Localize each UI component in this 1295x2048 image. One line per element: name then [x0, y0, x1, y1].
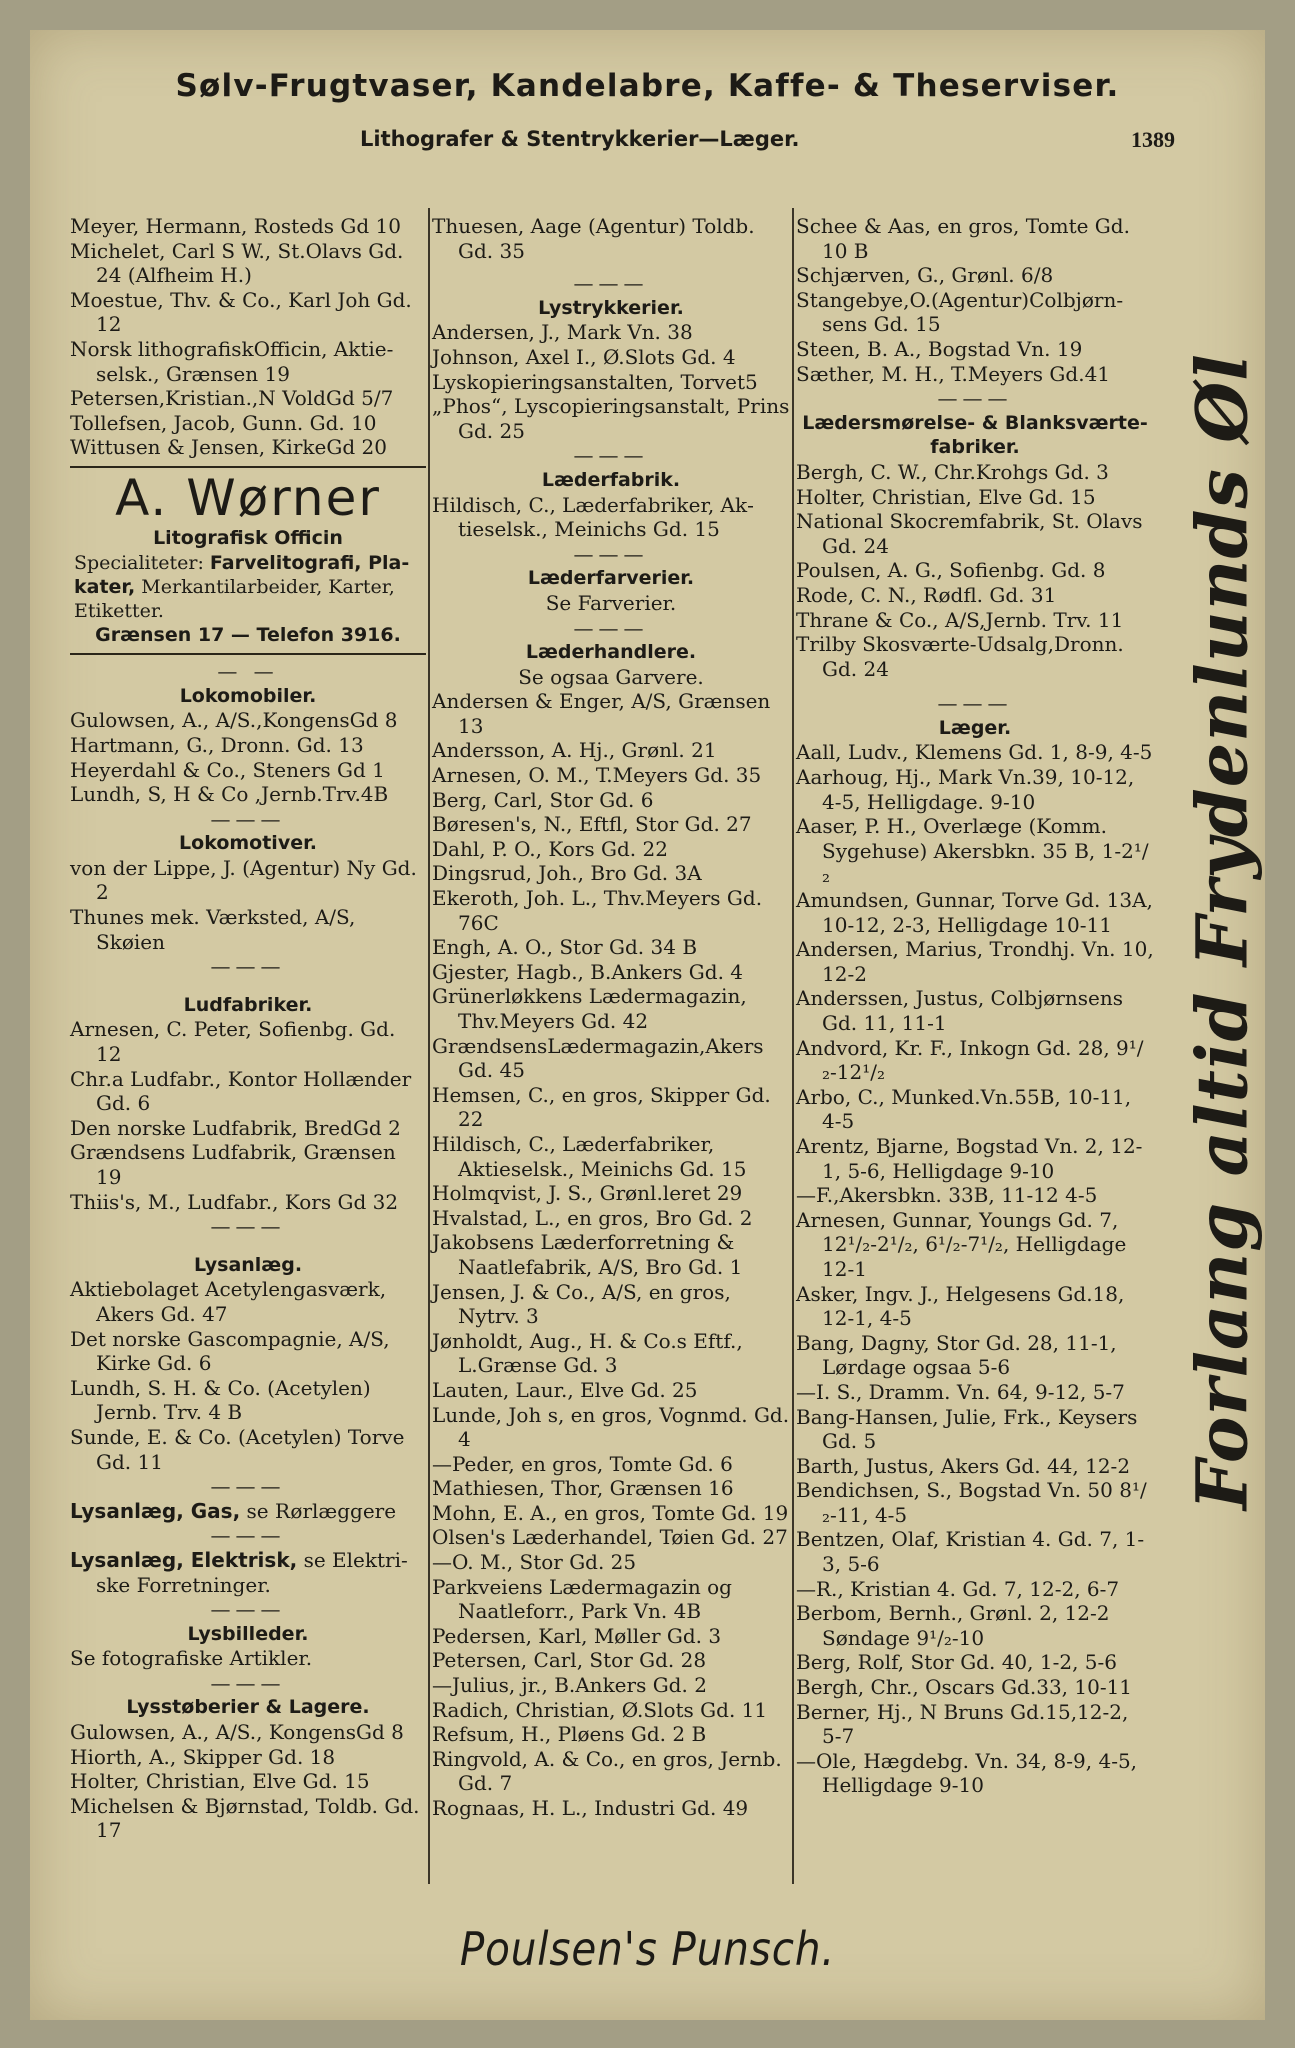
list-item: Andersen & Enger, A/S, Grænsen 13 [432, 689, 771, 738]
list-item: Wittusen & Jensen, KirkeGd 20 [70, 435, 387, 460]
list-item: Hildisch, C., Læderfabriker, Aktieselsk., Meinichs Gd. 15 [432, 1131, 747, 1181]
section-heading: Lysstøberier & Lagere. [126, 1696, 370, 1719]
list-item: Olsen's Læderhandel, Tøien Gd. 27 [432, 1525, 788, 1550]
list-item: Arnesen, O. M., T.Meyers Gd. 35 [432, 763, 762, 788]
entry-list [432, 214, 790, 263]
list-item: Hvalstad, L., en gros, Bro Gd. 2 [432, 1205, 753, 1230]
separator: ——— [210, 1474, 286, 1499]
list-item: Dingsrud, Joh., Bro Gd. 3A [432, 861, 702, 886]
list-item: Berg, Rolf, Stor Gd. 40, 1-2, 5-6 [796, 1650, 1117, 1675]
side-advert: Forlang altid Frydenlunds Øl [1180, 353, 1264, 1510]
list-item: Thunes mek. Værksted, A/S, Skøien [70, 905, 356, 954]
entry-list [70, 214, 426, 460]
list-item: Schee & Aas, en gros, Tomte Gd. 10 B [796, 214, 1130, 263]
list-item: Aktiebolaget Acetylengasværk, Akers Gd. 47 [70, 1277, 387, 1326]
list-item: Johnson, Axel I., Ø.Slots Gd. 4 [432, 344, 736, 369]
separator: ——— [937, 691, 1013, 716]
list-item: Bang, Dagny, Stor Gd. 28, 11-1, Lørdage ogsaa 5-6 [796, 1330, 1117, 1380]
page-number: 1389 [1131, 127, 1175, 152]
section-heading: Lokomobiler. [179, 684, 317, 707]
advert-spec-label: Specialiteter: [74, 551, 204, 574]
advert-subtitle: Litografisk Officin [153, 526, 343, 549]
entry-list [432, 493, 790, 542]
list-item: Pedersen, Karl, Møller Gd. 3 [432, 1623, 722, 1648]
list-item: Hiorth, A., Skipper Gd. 18 [70, 1744, 336, 1769]
list-item: Mohn, E. A., en gros, Tomte Gd. 19 [432, 1500, 789, 1525]
list-item: —O. M., Stor Gd. 25 [432, 1550, 637, 1575]
list-item: —Ole, Hægdebg. Vn. 34, 8-9, 4-5, Helligdage 9-10 [796, 1748, 1138, 1798]
list-item: Barth, Justus, Akers Gd. 44, 12-2 [796, 1453, 1131, 1478]
list-item: Andersen, J., Mark Vn. 38 [432, 320, 693, 345]
list-item: Thiis's, M., Ludfabr., Kors Gd 32 [70, 1189, 399, 1214]
list-item: Michelsen & Bjørnstad, Toldb. Gd. 17 [70, 1793, 420, 1843]
list-item: National Skocremfabrik, St. Olavs Gd. 24 [796, 509, 1143, 558]
advert-spec-bold: Farvelitografi, Plakater, [74, 551, 410, 598]
list-item: Holmqvist, J. S., Grønl.leret 29 [432, 1181, 743, 1206]
section-heading: Læderhandlere. [525, 641, 697, 664]
list-item: —F.,Akersbkn. 33B, 11-12 4-5 [796, 1183, 1098, 1208]
entry-list [70, 708, 426, 806]
list-item: Arnesen, C. Peter, Sofienbg. Gd. 12 [70, 1017, 396, 1067]
list-item: Andersson, A. Hj., Grønl. 21 [432, 738, 717, 763]
list-item: Lunde, Joh s, en gros, Vognmd. Gd. 4 [432, 1402, 790, 1452]
list-item: Lundh, S, H & Co ,Jernb.Trv.4B [70, 782, 389, 807]
section-heading: Ludfabriker. [183, 993, 313, 1016]
list-item: —R., Kristian 4. Gd. 7, 12-2, 6-7 [796, 1576, 1120, 1601]
list-item: Moestue, Thv. & Co., Karl Joh Gd. 12 [70, 287, 412, 337]
list-item: Chr.a Ludfabr., Kontor Hollænder Gd. 6 [70, 1066, 412, 1116]
list-item: Mathiesen, Thor, Grænsen 16 [432, 1476, 734, 1501]
list-item: Gulowsen, A., A/S., KongensGd 8 [70, 1720, 404, 1745]
list-item: Berner, Hj., N Bruns Gd.15,12-2, 5-7 [796, 1699, 1129, 1749]
list-item: Heyerdahl & Co., Steners Gd 1 [70, 757, 385, 782]
cross-reference-text: se Elektriske Forretninger. [96, 1547, 408, 1597]
column-2 [432, 214, 790, 1821]
list-item: Rode, C. N., Rødfl. Gd. 31 [796, 582, 1057, 607]
list-item: —I. S., Dramm. Vn. 64, 9-12, 5-7 [796, 1379, 1125, 1404]
advert-contact: Grænsen 17 — Telefon 3916. [95, 623, 401, 646]
list-item: Bergh, C. W., Chr.Krohgs Gd. 3 [796, 459, 1109, 484]
list-item: Lyskopieringsanstalten, Torvet5 [432, 369, 758, 394]
list-item: Sæther, M. H., T.Meyers Gd.41 [796, 361, 1111, 386]
entry-list [70, 1277, 426, 1474]
entry-list [796, 740, 1154, 1798]
section-heading: Lædersmørelse- & Blanksværtefabriker. [802, 411, 1148, 459]
advert-name: A. Wørner [115, 468, 381, 527]
separator: ——— [573, 541, 649, 566]
bottom-advert: Poulsen's Punsch. [459, 1922, 836, 1976]
cross-reference-text: se Rørlæggere [246, 1498, 397, 1523]
list-item: Amundsen, Gunnar, Torve Gd. 13A, 10-12, 2-3, Helligdage 10-11 [796, 888, 1153, 937]
list-item: GrændsensLædermagazin,Akers Gd. 45 [432, 1033, 764, 1083]
list-item: Schjærven, G., Grønl. 6/8 [796, 263, 1054, 288]
entry-list [70, 1720, 426, 1843]
list-item: Norsk lithografiskOfficin, Aktieselsk., Grænsen 19 [70, 336, 394, 386]
list-item: Bergh, Chr., Oscars Gd.33, 10-11 [796, 1675, 1133, 1700]
list-item: Hemsen, C., en gros, Skipper Gd. 22 [432, 1082, 771, 1132]
advert-specialties [74, 551, 422, 623]
list-item: Thrane & Co., A/S,Jernb. Trv. 11 [796, 607, 1124, 632]
section-heading: Lokomotiver. [179, 832, 317, 855]
list-item: Ekeroth, Joh. L., Thv.Meyers Gd. 76C [432, 886, 763, 935]
running-head: Lithografer & Stentrykkerier—Læger. [360, 127, 800, 151]
list-item: „Phos“, Lyscopieringsanstalt, Prins Gd. 25 [432, 394, 790, 443]
separator: ——— [573, 271, 649, 296]
list-item: Stangebye,O.(Agentur)Colbjørnsens Gd. 15 [796, 287, 1124, 337]
list-item: Bendichsen, S., Bogstad Vn. 50 8¹/₂-11, 4-5 [796, 1478, 1147, 1527]
list-item: Engh, A. O., Stor Gd. 34 B [432, 935, 698, 960]
list-item: Aall, Ludv., Klemens Gd. 1, 8-9, 4-5 [796, 740, 1153, 765]
cross-reference-bold: Lysanlæg, Gas, [70, 1498, 241, 1523]
list-item: Andvord, Kr. F., Inkogn Gd. 28, 9¹/₂-12¹/₂ [796, 1035, 1144, 1085]
list-item: Meyer, Hermann, Rosteds Gd 10 [70, 214, 401, 238]
list-item: Jensen, J. & Co., A/S, en gros, Nytrv. 3 [432, 1279, 731, 1329]
separator: ——— [573, 443, 649, 468]
list-item: Ringvold, A. & Co., en gros, Jernb. Gd. 7 [432, 1746, 782, 1796]
list-item: Den norske Ludfabrik, BredGd 2 [70, 1115, 401, 1140]
separator: ——— [937, 386, 1013, 411]
list-item: Aaser, P. H., Overlæge (Komm. Sygehuse) Akersbkn. 35 B, 1-2¹/₂ [796, 814, 1149, 888]
entry-list [432, 320, 790, 443]
section-note: Se fotografiske Artikler. [70, 1646, 313, 1671]
list-item: Sunde, E. & Co. (Acetylen) Torve Gd. 11 [70, 1424, 405, 1474]
list-item: Gjester, Hagb., B.Ankers Gd. 4 [432, 959, 744, 984]
list-item: Arentz, Bjarne, Bogstad Vn. 2, 12-1, 5-6, Helligdage 9-10 [796, 1133, 1143, 1183]
column-1 [70, 214, 426, 1843]
cross-reference-bold: Lysanlæg, Elektrisk, [70, 1547, 298, 1572]
column-rule-right [792, 208, 794, 1884]
list-item: Holter, Christian, Elve Gd. 15 [796, 484, 1096, 509]
entry-list [796, 460, 1154, 681]
list-item: Hildisch, C., Læderfabriker, Aktieselsk., Meinichs Gd. 15 [432, 492, 754, 542]
separator: ——— [210, 1214, 286, 1239]
column-rule-left [428, 208, 430, 1884]
list-item: Steen, B. A., Bogstad Vn. 19 [796, 336, 1083, 361]
list-item: Michelet, Carl S W., St.Olavs Gd. 24 (Alfheim H.) [70, 238, 404, 288]
entry-list [70, 1017, 426, 1214]
list-item: Petersen, Carl, Stor Gd. 28 [432, 1648, 707, 1673]
list-item: —Peder, en gros, Tomte Gd. 6 [432, 1451, 733, 1476]
list-item: Arbo, C., Munked.Vn.55B, 10-11, 4-5 [796, 1084, 1132, 1134]
column-3 [796, 214, 1154, 1798]
list-item: —Julius, jr., B.Ankers Gd. 2 [432, 1673, 707, 1698]
separator: — — [217, 659, 279, 684]
top-advert: Sølv-Frugtvaser, Kandelabre, Kaffe- & Theserviser. [175, 68, 1120, 104]
list-item: Bentzen, Olaf, Kristian 4. Gd. 7, 1-3, 5-6 [796, 1527, 1145, 1577]
separator: ——— [210, 1523, 286, 1548]
list-item: Poulsen, A. G., Sofienbg. Gd. 8 [796, 558, 1106, 583]
advert-spec-rest: Merkantilarbeider, Karter, Etiketter. [74, 575, 395, 622]
separator: ——— [210, 806, 286, 831]
list-item: Hartmann, G., Dronn. Gd. 13 [70, 732, 364, 757]
list-item: Lundh, S. H. & Co. (Acetylen) Jernb. Trv. 4 B [70, 1375, 371, 1425]
section-heading: Læderfabrik. [541, 468, 681, 491]
list-item: Andersen, Marius, Trondhj. Vn. 10, 12-2 [796, 937, 1154, 986]
list-item: von der Lippe, J. (Agentur) Ny Gd. 2 [70, 855, 417, 905]
cross-reference [70, 1499, 426, 1524]
separator: ——— [210, 1597, 286, 1622]
entry-list [432, 689, 790, 1820]
list-item: Bang-Hansen, Julie, Frk., Keysers Gd. 5 [796, 1404, 1138, 1454]
list-item: Gulowsen, A., A/S.,KongensGd 8 [70, 708, 398, 733]
cross-reference [70, 1548, 426, 1597]
list-item: Asker, Ingv. J., Helgesens Gd.18, 12-1, 4-5 [796, 1281, 1125, 1331]
list-item: Refsum, H., Pløens Gd. 2 B [432, 1722, 707, 1747]
list-item: Trilby Skosværte-Udsalg,Dronn. Gd. 24 [796, 632, 1124, 681]
list-item: Lauten, Laur., Elve Gd. 25 [432, 1377, 698, 1402]
section-note: Se ogsaa Garvere. [518, 664, 704, 689]
list-item: Anderssen, Justus, Colbjørnsens Gd. 11, 11-1 [796, 986, 1124, 1035]
separator: ——— [210, 1670, 286, 1695]
list-item: Dahl, P. O., Kors Gd. 22 [432, 836, 668, 861]
list-item: Jakobsens Læderforretning & Naatlefabrik, A/S, Bro Gd. 1 [432, 1230, 743, 1279]
list-item: Tollefsen, Jacob, Gunn. Gd. 10 [70, 410, 377, 435]
separator: ——— [573, 615, 649, 640]
section-heading: Lysbilleder. [187, 1622, 309, 1645]
section-heading: Læger. [938, 716, 1012, 739]
list-item: Radich, Christian, Ø.Slots Gd. 11 [432, 1697, 768, 1722]
list-item: Jønholdt, Aug., H. & Co.s Eftf., L.Grænse Gd. 3 [432, 1328, 743, 1378]
section-heading: Læderfarverier. [527, 567, 695, 590]
list-item: Grændsens Ludfabrik, Grænsen 19 [70, 1140, 396, 1189]
entry-list [796, 214, 1154, 386]
list-item: Aarhoug, Hj., Mark Vn.39, 10-12, 4-5, Helligdage. 9-10 [796, 765, 1135, 814]
list-item: Berg, Carl, Stor Gd. 6 [432, 787, 654, 812]
section-heading: Lysanlæg. [193, 1253, 303, 1276]
list-item: Grünerløkkens Lædermagazin, Thv.Meyers Gd. 42 [432, 984, 747, 1033]
list-item: Petersen,Kristian.,N VoldGd 5/7 [70, 386, 394, 411]
entry-list [70, 856, 426, 954]
list-item: Det norske Gascompagnie, A/S, Kirke Gd. 6 [70, 1326, 390, 1376]
section-heading: Lystrykkerier. [538, 296, 684, 319]
list-item: Parkveiens Lædermagazin og Naatleforr., Park Vn. 4B [432, 1574, 732, 1624]
separator: ——— [210, 954, 286, 979]
section-note: Se Farverier. [545, 590, 677, 615]
list-item: Børesen's, N., Eftfl, Stor Gd. 27 [432, 812, 752, 837]
list-item: Rognaas, H. L., Industri Gd. 49 [432, 1796, 749, 1820]
list-item: Holter, Christian, Elve Gd. 15 [70, 1769, 370, 1794]
list-item: Thuesen, Aage (Agentur) Toldb. Gd. 35 [432, 214, 755, 263]
list-item: Berbom, Bernh., Grønl. 2, 12-2 Søndage 9¹/₂-10 [796, 1601, 1110, 1650]
list-item: Arnesen, Gunnar, Youngs Gd. 7, 12¹/₂-2¹/₂, 6¹/₂-7¹/₂, Helligdage 12-1 [796, 1207, 1127, 1281]
worner-advert [70, 466, 426, 655]
